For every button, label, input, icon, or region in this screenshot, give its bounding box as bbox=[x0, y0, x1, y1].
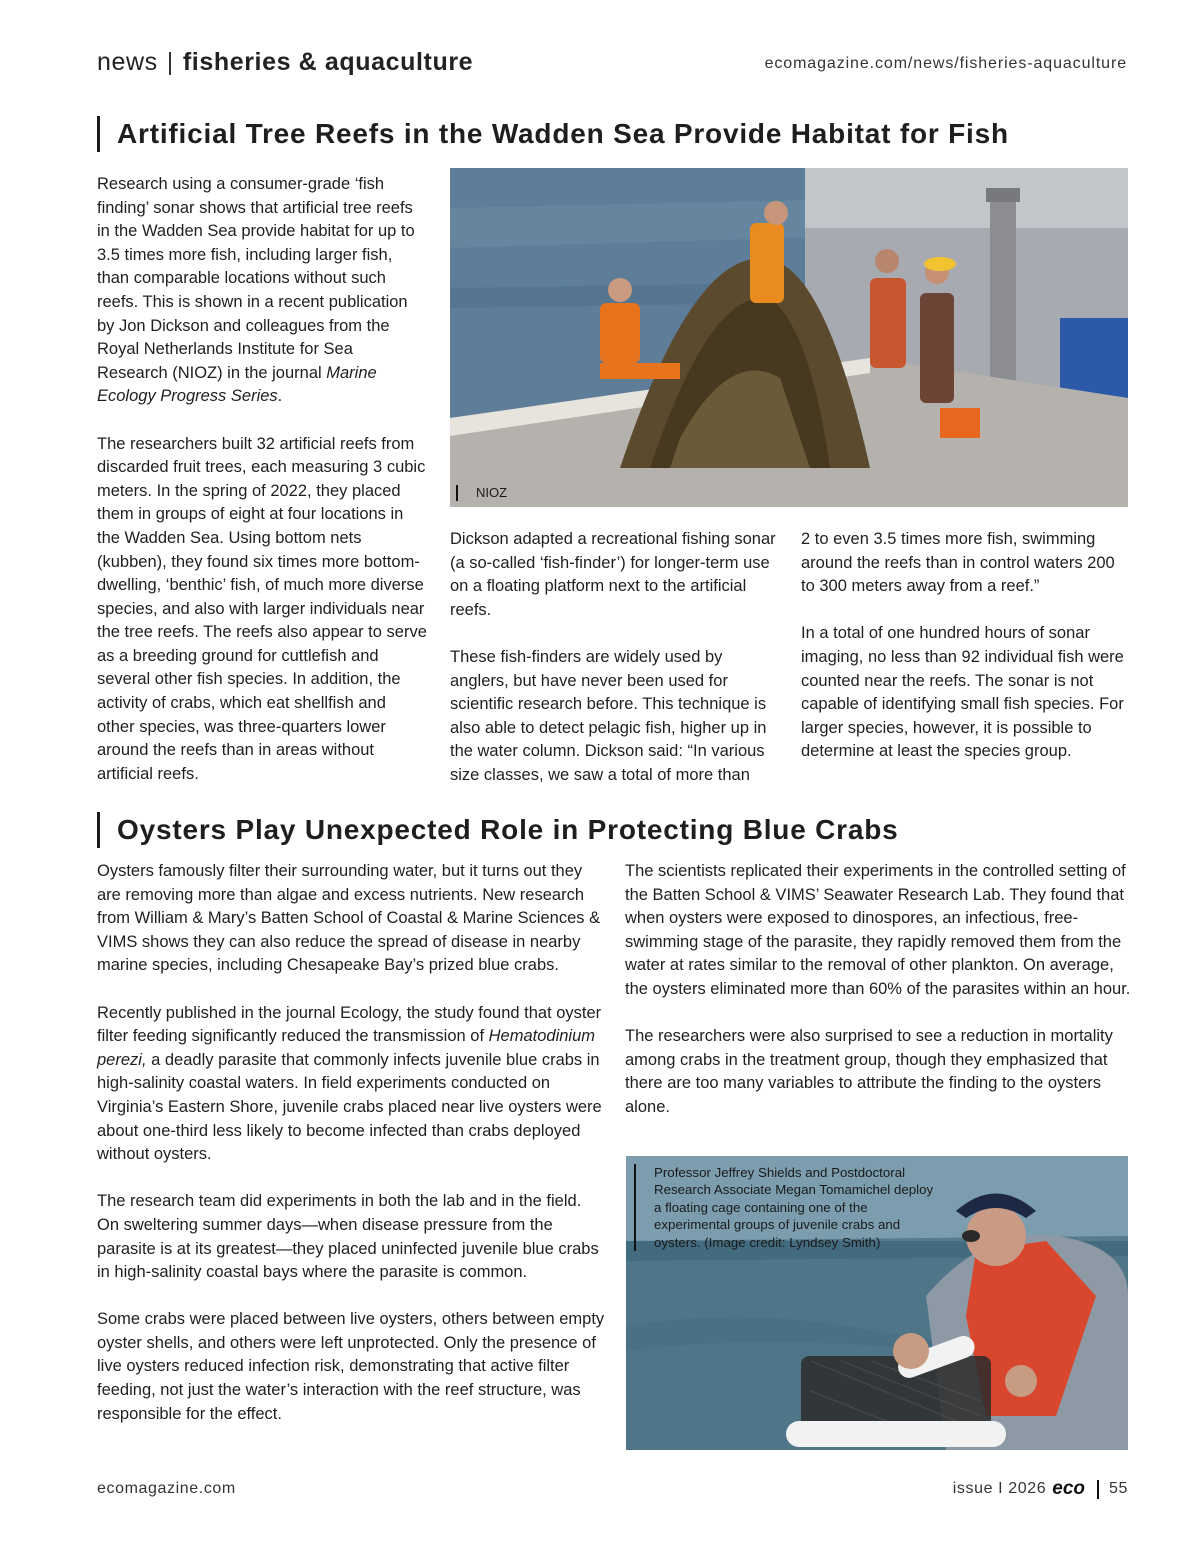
subsection-name[interactable]: fisheries & aquaculture bbox=[182, 48, 474, 76]
eco-logo: eco bbox=[1052, 1478, 1085, 1499]
issue-label: issue I 2026 bbox=[952, 1480, 1047, 1497]
article2-paragraph: Oysters famously filter their surrounding water, but it turns out they are removing more than algae and excess nutrients. New research from William & Mary’s Batten School of Coastal & Marine Sciences & VIMS shows they can also reduce the spread of disease in nearby marine species, including Chesapeake Bay’s prized blue crabs. bbox=[97, 862, 601, 975]
footer-issue-info bbox=[953, 1477, 1128, 1501]
footer-divider bbox=[1097, 1480, 1099, 1499]
section-name[interactable]: news bbox=[97, 48, 158, 76]
section-separator: | bbox=[166, 48, 174, 76]
punctuation: . bbox=[277, 387, 283, 406]
article1-photo bbox=[450, 168, 1128, 507]
article1-headline: Artificial Tree Reefs in the Wadden Sea Provide Habitat for Fish bbox=[97, 116, 1009, 152]
article1-column-2 bbox=[450, 528, 780, 788]
article2-paragraph bbox=[97, 1002, 607, 1167]
species-name: Hematodinium perezi, bbox=[97, 1027, 596, 1069]
article1-paragraph bbox=[97, 173, 427, 409]
article2-paragraph: The research team did experiments in both the lab and in the field. On sweltering summer days—when disease pressure from the parasite is at its greatest—they placed uninfected juvenile blue crabs in high-salinity coastal bays where the parasite is common. bbox=[97, 1192, 599, 1282]
header-url[interactable]: ecomagazine.com/news/fisheries-aquaculture bbox=[764, 55, 1127, 72]
article2-headline: Oysters Play Unexpected Role in Protecting Blue Crabs bbox=[97, 812, 899, 848]
boat-deck-illustration bbox=[450, 168, 1128, 507]
article2-column-2 bbox=[625, 860, 1131, 1120]
article1-paragraph: Dickson adapted a recreational fishing sonar (a so-called ‘fish-finder’) for longer-term use on a floating platform next to the artificial reefs. bbox=[450, 530, 776, 619]
footer-site[interactable]: ecomagazine.com bbox=[97, 1480, 236, 1497]
article2-paragraph: The scientists replicated their experiments in the controlled setting of the Batten School & VIMS’ Seawater Research Lab. They found that when oysters were exposed to dinospores, an infectious, free-swimming stage of the parasite, they rapidly removed them from the water at rates similar to the removal of other plankton. On average, the oysters eliminated more than 60% of the parasites within an hour. bbox=[625, 862, 1131, 998]
article1-paragraph: The researchers built 32 artificial reefs from discarded fruit trees, each measuring 3 cubic meters. In the spring of 2022, they placed them in groups of eight at four locations in the Wadden Sea. Using bottom nets (kubben), they found six times more bottom-dwelling, ‘benthic’ fish, of much more diverse species, and also with larger individuals near the tree reefs. The reefs also appear to serve as a breeding ground for cuttlefish and several other fish species. In addition, the activity of crabs, which eat shellfish and other species, was three-quarters lower around the reefs than in areas without artificial reefs. bbox=[97, 434, 427, 783]
page-number: 55 bbox=[1109, 1480, 1128, 1497]
photo-credit: NIOZ bbox=[456, 485, 507, 501]
page-header bbox=[97, 48, 1127, 80]
article2-photo bbox=[626, 1156, 1128, 1450]
article1-paragraph: These fish-finders are widely used by anglers, but have never been used for scientific research before. This technique is also able to detect pelagic fish, higher up in the water column. Dickson said: “In various size classes, we saw a total of more than bbox=[450, 647, 767, 784]
journal-name: Marine Ecology Progress Series bbox=[97, 363, 377, 406]
photo-caption: Professor Jeffrey Shields and Postdoctoral Research Associate Megan Tomamichel deploy a floating cage containing one of the experimental groups of juvenile crabs and oysters. (Image credit: Lyndsey Smith) bbox=[634, 1164, 934, 1251]
article1-column-1 bbox=[97, 173, 427, 786]
article2-column-1 bbox=[97, 860, 607, 1426]
article1-paragraph: In a total of one hundred hours of sonar imaging, no less than 92 individual fish were counted near the reefs. The sonar is not capable of identifying small fish species. For larger species, however, it is possible to determine at least the species group. bbox=[801, 624, 1124, 761]
article2-paragraph: Some crabs were placed between live oysters, others between empty oyster shells, and others were left unprotected. Only the presence of live oysters reduced infection risk, demonstrating that active filter feeding, not just the water’s interaction with the reef structure, was responsible for the effect. bbox=[97, 1310, 605, 1423]
section-label bbox=[97, 48, 473, 77]
article1-column-3 bbox=[801, 528, 1131, 764]
article2-text: Recently published in the journal Ecology, the study found that oyster filter feeding significantly reduced the transmission of bbox=[97, 1003, 602, 1046]
article1-intro-text: Research using a consumer-grade ‘fish finding’ sonar shows that artificial tree reefs in the Wadden Sea provide habitat for up to 3.5 times more fish, including larger fish, than comparable locations without such reefs. This is shown in a recent publication by Jon Dickson and colleagues from the Royal Netherlands Institute for Sea Research (NIOZ) in the journal bbox=[97, 175, 415, 382]
article1-paragraph: 2 to even 3.5 times more fish, swimming around the reefs than in control waters 200 to 300 meters away from a reef.” bbox=[801, 530, 1115, 596]
article2-paragraph: The researchers were also surprised to see a reduction in mortality among crabs in the treatment group, though they emphasized that there are too many variables to attribute the finding to the oysters alone. bbox=[625, 1027, 1113, 1116]
article2-text: a deadly parasite that commonly infects juvenile blue crabs in high-salinity coastal waters. In field experiments conducted on Virginia’s Eastern Shore, juvenile crabs placed near live oysters were about one-third less likely to become infected than crabs deployed without oysters. bbox=[97, 1050, 602, 1164]
